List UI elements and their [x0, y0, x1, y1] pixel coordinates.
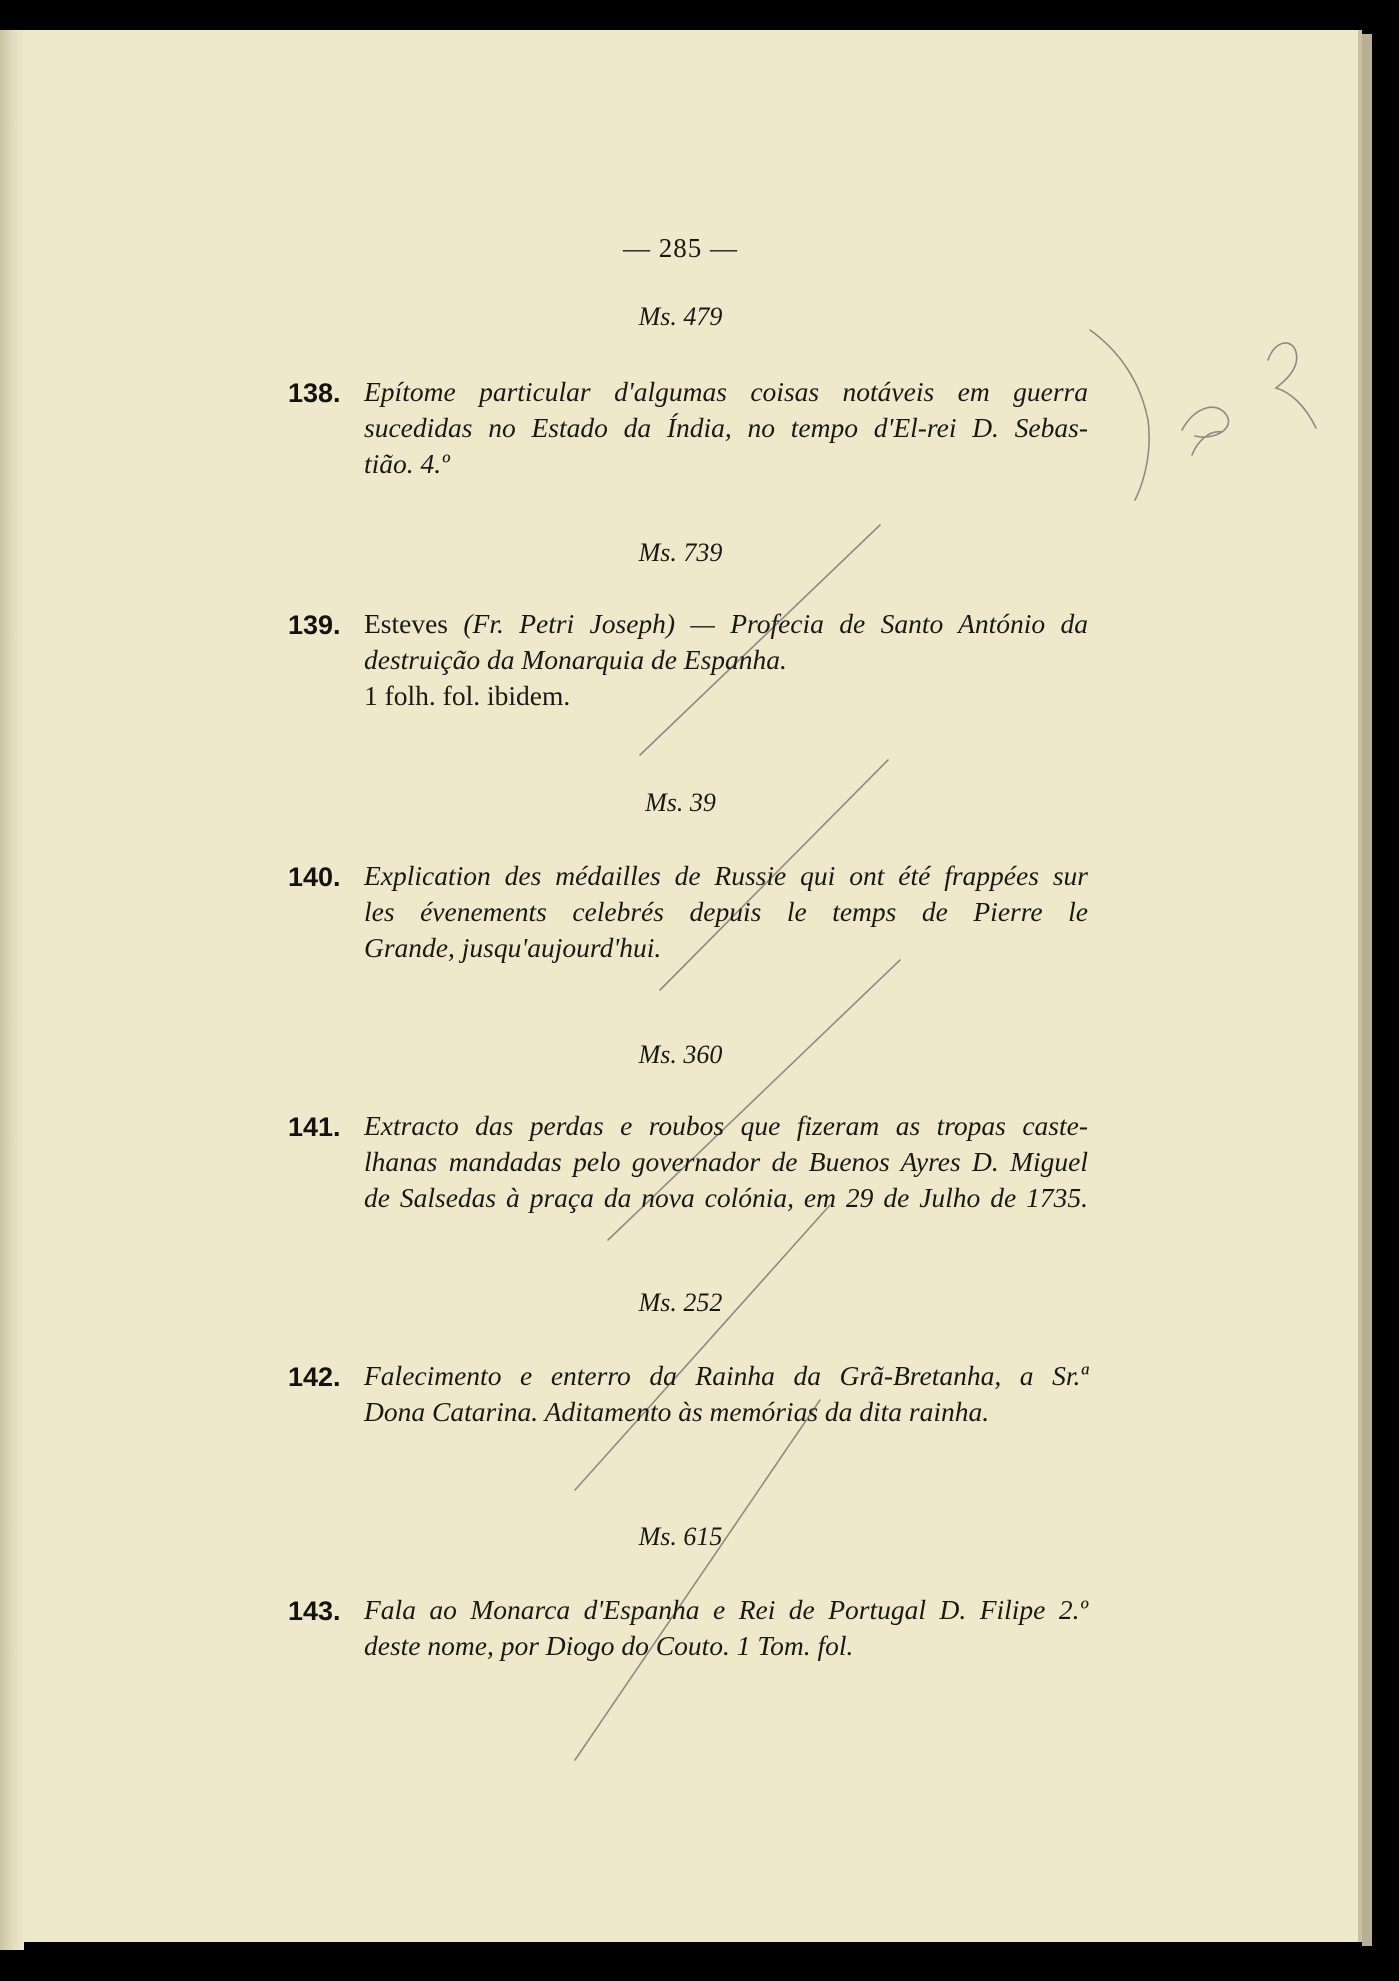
entry-number: 142. — [288, 1362, 341, 1392]
entry-number: 143. — [288, 1596, 341, 1626]
entry-text — [364, 1358, 1088, 1430]
entry-line: de Salsedas à praça da nova colónia, em 29 de Julho de 1735. — [364, 1182, 1088, 1213]
entry-line: Fala ao Monarca d'Espanha e Rei de Portugal D. Filipe 2.º — [364, 1594, 1088, 1625]
ms-heading-615: Ms. 615 — [638, 1522, 723, 1551]
entry-line: deste nome, por Diogo do Couto. 1 Tom. fol. — [364, 1630, 854, 1661]
entry-number: 140. — [288, 862, 341, 892]
page-number: — 285 — — [623, 233, 738, 263]
ms-heading-360: Ms. 360 — [638, 1040, 723, 1069]
entry-author: Esteves — [364, 608, 449, 639]
entry-line: Falecimento e enterro da Rainha da Grã-Bretanha, a Sr.ª — [364, 1360, 1088, 1391]
entry-line: Explication des médailles de Russie qui ont été frappées sur — [364, 860, 1088, 891]
entry-line: 1 folh. fol. ibidem. — [364, 680, 571, 711]
entry-text — [364, 858, 1088, 966]
entry-line: les évenements celebrés depuis le temps de Pierre le — [364, 896, 1088, 927]
ms-heading-739: Ms. 739 — [638, 538, 723, 567]
entry-number: 139. — [288, 610, 341, 640]
entry-number: 138. — [288, 378, 341, 408]
entry-line: Grande, jusqu'aujourd'hui. — [364, 932, 662, 963]
entry-text — [364, 1592, 1088, 1664]
entry-text — [364, 374, 1088, 482]
entry-author-rest: (Fr. Petri Joseph) — Profecia de Santo António da — [463, 608, 1089, 639]
entry-line-first — [364, 606, 1088, 642]
page-edge — [1362, 34, 1372, 1946]
entry-line: Extracto das perdas e roubos que fizeram as tropas caste- — [364, 1110, 1088, 1141]
entry-line: destruição da Monarquia de Espanha. — [364, 644, 787, 675]
ms-heading-479: Ms. 479 — [638, 302, 723, 331]
entry-line: Dona Catarina. Aditamento às memórias da dita rainha. — [364, 1396, 990, 1427]
ms-heading-39: Ms. 39 — [645, 788, 716, 817]
entry-line: lhanas mandadas pelo governador de Buenos Ayres D. Miguel — [364, 1146, 1088, 1177]
entry-line: Epítome particular d'algumas coisas notáveis em guerra — [364, 376, 1088, 407]
entry-number: 141. — [288, 1112, 341, 1142]
ms-heading-252: Ms. 252 — [638, 1288, 723, 1317]
entry-line: tião. 4.º — [364, 448, 450, 479]
entry-text — [364, 1108, 1088, 1216]
entry-text — [364, 606, 1088, 714]
entry-line: sucedidas no Estado da Índia, no tempo d'El-rei D. Sebas- — [364, 412, 1088, 443]
